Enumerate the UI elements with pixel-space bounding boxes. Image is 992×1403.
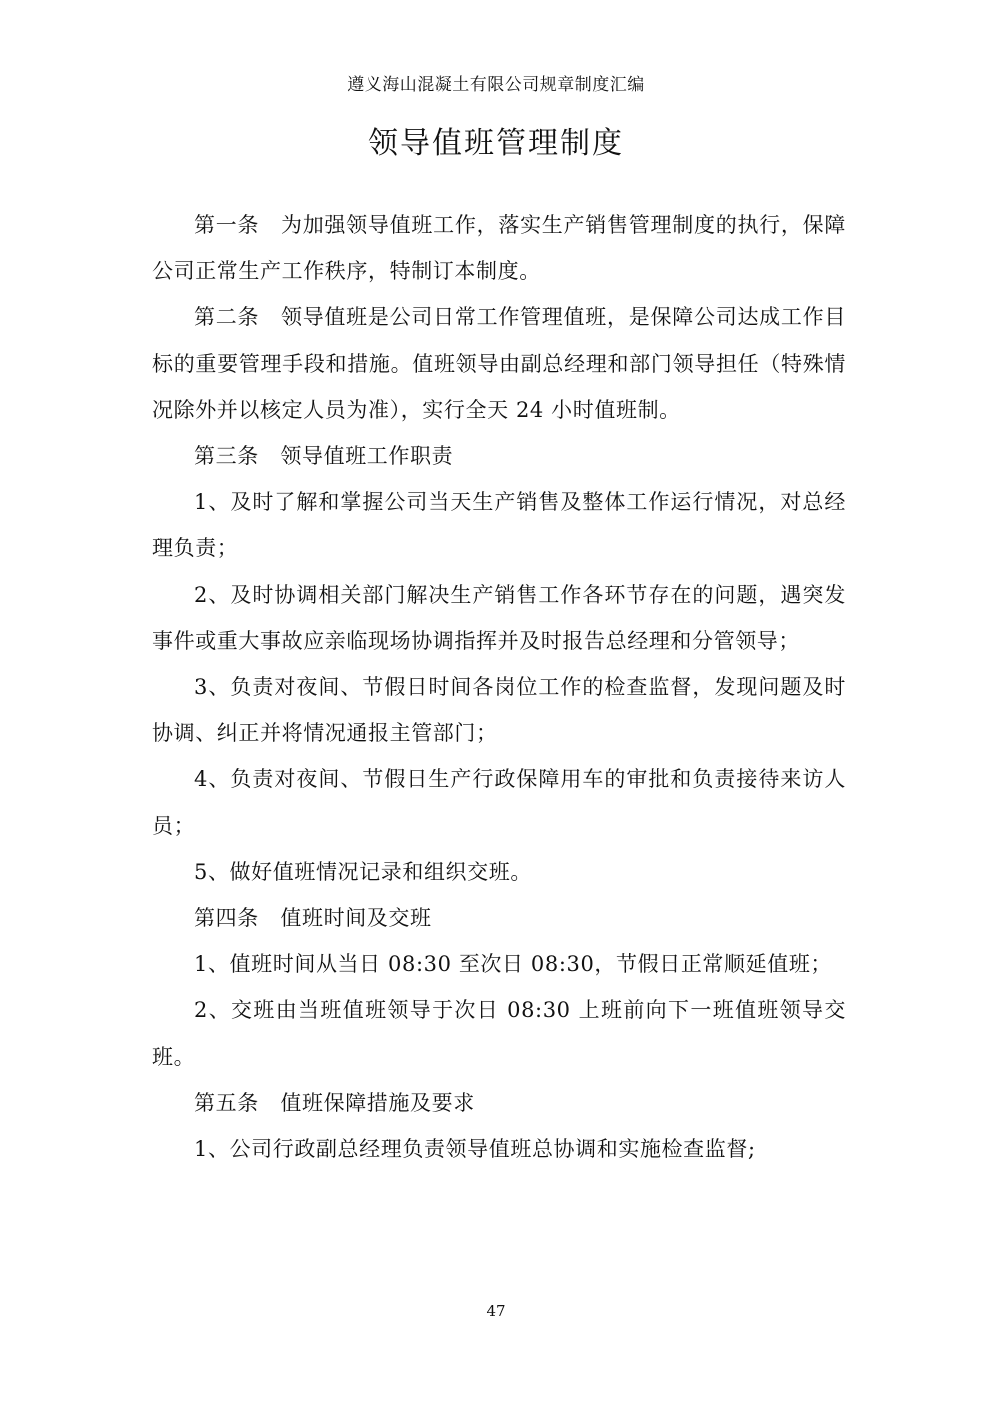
article-3-item-5: 5、做好值班情况记录和组织交班。 (194, 859, 532, 884)
article-4-item-1: 1、值班时间从当日 08:30 至次日 08:30，节假日正常顺延值班； (194, 952, 833, 977)
article-3-item-4: 4、负责对夜间、节假日生产行政保障用车的审批和负责接待来访人员； (152, 767, 846, 838)
article-1-paragraph: 第一条 为加强领导值班工作，落实生产销售管理制度的执行，保障公司正常生产工作秩序，特制订本制度。 (152, 213, 846, 284)
article-5-heading: 第五条 值班保障措施及要求 (194, 1090, 475, 1115)
document-body (152, 202, 846, 1172)
article-4-item-2: 2、交班由当班值班领导于次日 08:30 上班前向下一班值班领导交班。 (152, 998, 846, 1069)
article-3-item-3: 3、负责对夜间、节假日时间各岗位工作的检查监督，发现问题及时协调、纠正并将情况通报主管部门； (152, 675, 846, 746)
article-3-heading: 第三条 领导值班工作职责 (194, 444, 454, 469)
article-2-paragraph: 第二条 领导值班是公司日常工作管理值班，是保障公司达成工作目标的重要管理手段和措施。值班领导由副总经理和部门领导担任（特殊情况除外并以核定人员为准），实行全天 24 小时值班制。 (152, 305, 846, 422)
article-3-item-1: 1、及时了解和掌握公司当天生产销售及整体工作运行情况，对总经理负责； (152, 490, 846, 561)
document-title: 领导值班管理制度 (368, 126, 624, 161)
article-5-item-1: 1、公司行政副总经理负责领导值班总协调和实施检查监督; (194, 1137, 756, 1162)
article-3-item-2: 2、及时协调相关部门解决生产销售工作各环节存在的问题，遇突发事件或重大事故应亲临现场协调指挥并及时报告总经理和分管领导； (152, 582, 846, 653)
running-header: 遵义海山混凝土有限公司规章制度汇编 (347, 75, 645, 95)
page-number: 47 (486, 1302, 506, 1320)
article-4-heading: 第四条 值班时间及交班 (194, 906, 432, 931)
